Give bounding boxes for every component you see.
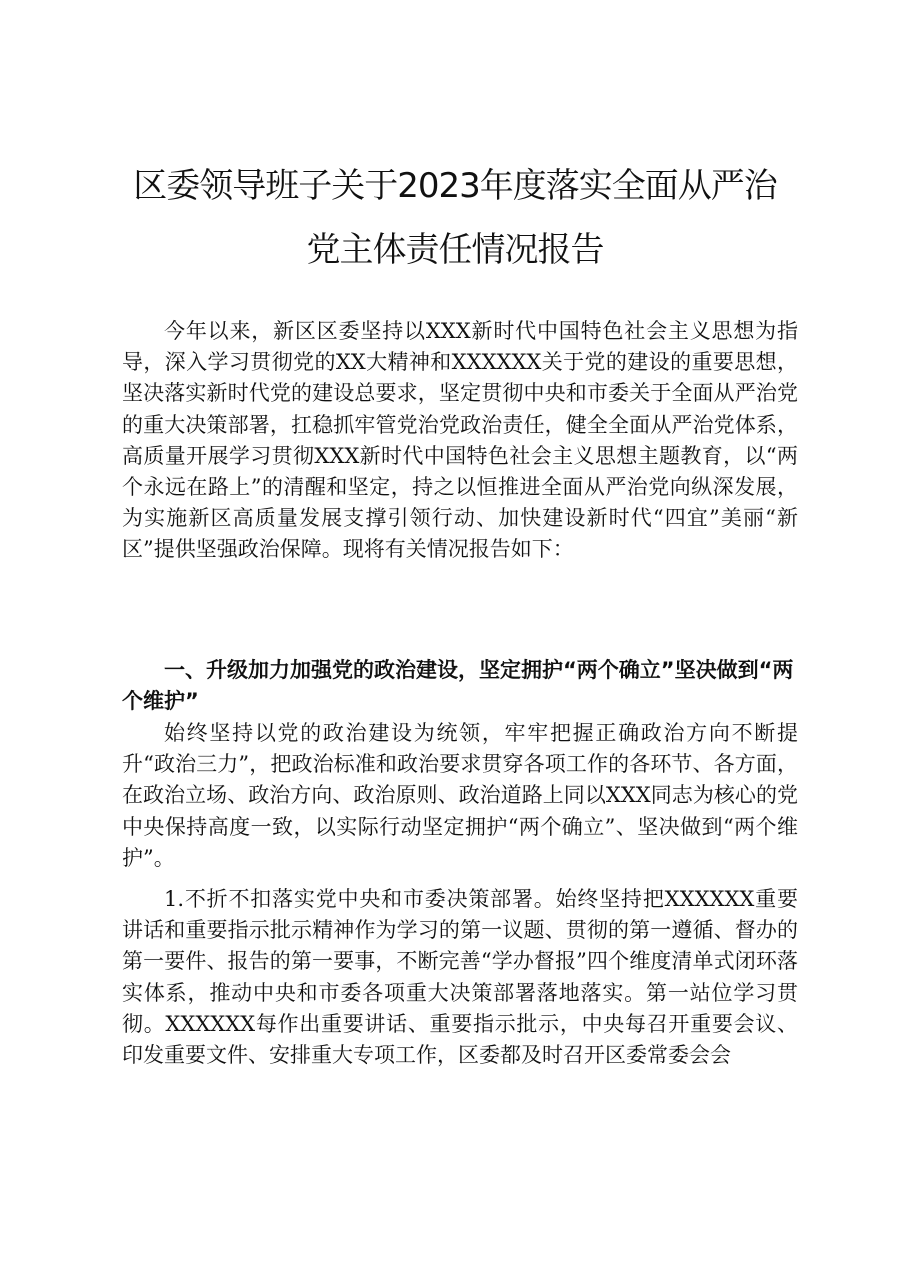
document-title-line-2: 党主体责任情况报告: [306, 230, 604, 270]
section-1-body: 始终坚持以党的政治建设为统领，牢牢把握正确政治方向不断提升“政治三力”，把政治标准和政治要求贯穿各项工作的各环节、各方面，在政治立场、政治方向、政治原则、政治道路上同以XXX同志为核心的党中央保持高度一致，以实际行动坚定拥护“两个确立”、坚决做到“两个维护”。: [122, 721, 798, 870]
item-1-paragraph: 1.不折不扣落实党中央和市委决策部署。始终坚持把XXXXXX重要讲话和重要指示批示精神作为学习的第一议题、贯彻的第一遵循、督办的第一要件、报告的第一要事，不断完善“学办督报”四个维度清单式闭环落实体系，推动中央和市委各项重大决策部署落地落实。第一站位学习贯彻。XXXXXX每作出重要讲话、重要指示批示，中央每召开重要会议、印发重要文件、安排重大专项工作，区委都及时召开区委常委会会: [122, 887, 798, 1068]
document-title-line-1: 区委领导班子关于2023年度落实全面从严治: [133, 166, 777, 206]
section-1-heading: 一、升级加力加强党的政治建设，坚定拥护“两个确立”坚决做到“两个维护”: [122, 658, 794, 713]
intro-paragraph: 今年以来，新区区委坚持以XXX新时代中国特色社会主义思想为指导，深入学习贯彻党的XX大精神和XXXXXX关于党的建设的重要思想，坚决落实新时代党的建设总要求，坚定贯彻中央和市委关于全面从严治党的重大决策部署，扛稳抓牢管党治党政治责任，健全全面从严治党体系，高质量开展学习贯彻XXX新时代中国特色社会主义思想主题教育，以“两个永远在路上”的清醒和坚定，持之以恒推进全面从严治党向纵深发展，为实施新区高质量发展支撑引领行动、加快建设新时代“四宜”美丽“新区”提供坚强政治保障。现将有关情况报告如下：: [122, 319, 798, 562]
